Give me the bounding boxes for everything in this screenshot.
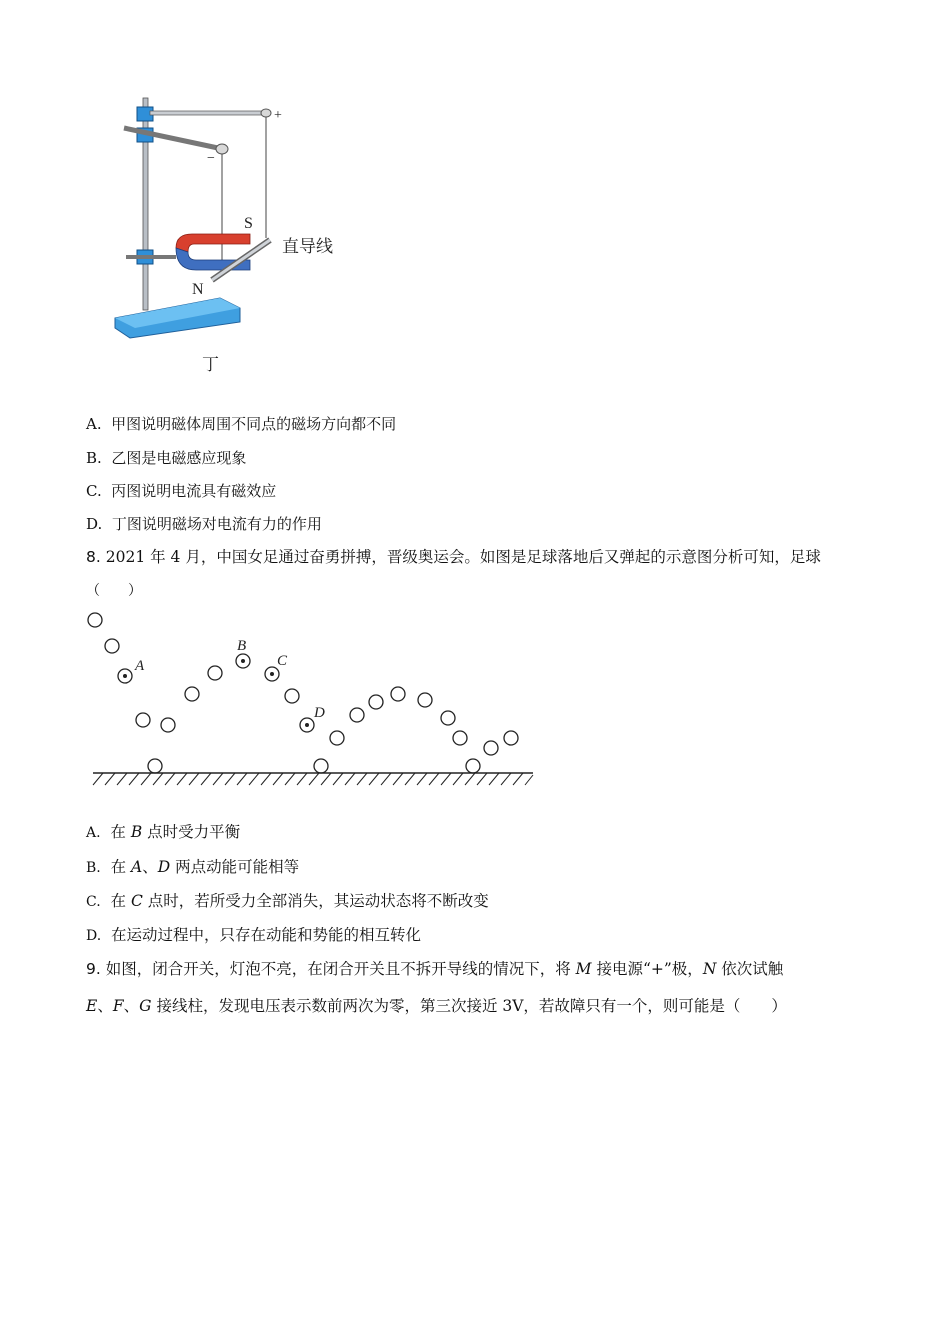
var-m: M (575, 960, 592, 978)
option-text: 乙图是电磁感应现象 (111, 449, 247, 467)
option-var: A (131, 858, 143, 876)
option-text: 丙图说明电流具有磁效应 (111, 482, 277, 500)
sep: 、 (123, 997, 140, 1015)
option-var2: D (157, 858, 171, 876)
sep: 、 (97, 997, 113, 1015)
q7-option-a (86, 414, 396, 434)
option-text: 丁图说明磁场对电流有力的作用 (111, 515, 322, 533)
point-a-label: A (135, 658, 145, 674)
plus-label: + (274, 108, 282, 123)
option-mid: 、 (142, 858, 158, 876)
q9-stem-line2 (86, 995, 787, 1017)
q8-stem (86, 546, 821, 568)
question-text: 如图，闭合开关，灯泡不亮，在闭合开关且不拆开导线的情况下，将 (105, 960, 576, 978)
var-f: F (112, 997, 124, 1015)
question-text: 2021 年 4 月，中国女足通过奋勇拼搏，晋级奥运会。如图是足球落地后又弹起的示意图分析可知，足球 (105, 548, 821, 566)
var-g: G (139, 997, 152, 1015)
option-letter: A. (86, 825, 101, 841)
var-e: E (86, 997, 98, 1015)
figure-ding (100, 90, 360, 380)
q7-option-c (86, 481, 276, 501)
magnet-s-label: S (244, 215, 253, 232)
q8-option-a (86, 822, 240, 843)
magnet-red-pole (176, 234, 250, 252)
option-pre: 在 (110, 892, 131, 910)
option-letter: B. (86, 860, 101, 876)
q7-option-b (86, 448, 246, 468)
question-text: 接线柱，发现电压表示数前两次为零，第三次接近 3V，若故障只有一个，则可能是（ ） (151, 997, 787, 1015)
option-letter: D. (86, 515, 103, 533)
magnet-n-label: N (192, 281, 204, 298)
q8-option-b (86, 857, 299, 878)
q8-paren: （ ） (86, 583, 142, 599)
option-letter: A. (86, 415, 102, 433)
option-pre: 在 (110, 823, 131, 841)
q7-option-d (86, 514, 322, 534)
question-number: 9. (86, 960, 101, 978)
q9-stem-line1 (86, 958, 783, 980)
figure-ball-bounce (85, 605, 540, 790)
option-post: 点时，若所受力全部消失，其运动状态将不断改变 (142, 892, 489, 910)
question-text: 接电源“+”极， (591, 960, 703, 978)
option-var: B (130, 823, 143, 841)
question-number: 8. (86, 548, 101, 566)
point-d-label: D (314, 705, 325, 721)
option-post: 点时受力平衡 (142, 823, 241, 841)
point-b-label: B (237, 638, 247, 654)
option-letter: C. (86, 482, 102, 500)
q8-option-c (86, 891, 489, 912)
q8-option-d (86, 925, 421, 946)
option-pre: 在 (110, 858, 132, 876)
point-c-label: C (277, 653, 288, 669)
option-post: 在运动过程中，只存在动能和势能的相互转化 (111, 926, 422, 944)
minus-label: − (207, 151, 215, 166)
wire-label: 直导线 (282, 237, 333, 256)
option-text: 甲图说明磁体周围不同点的磁场方向都不同 (111, 415, 397, 433)
option-var: C (130, 892, 143, 910)
option-letter: D. (86, 928, 102, 944)
option-letter: C. (86, 894, 101, 910)
option-letter: B. (86, 449, 102, 467)
figure-caption: 丁 (202, 355, 219, 374)
var-n: N (702, 960, 717, 978)
question-text: 依次试触 (716, 960, 784, 978)
option-post: 两点动能可能相等 (170, 858, 300, 876)
